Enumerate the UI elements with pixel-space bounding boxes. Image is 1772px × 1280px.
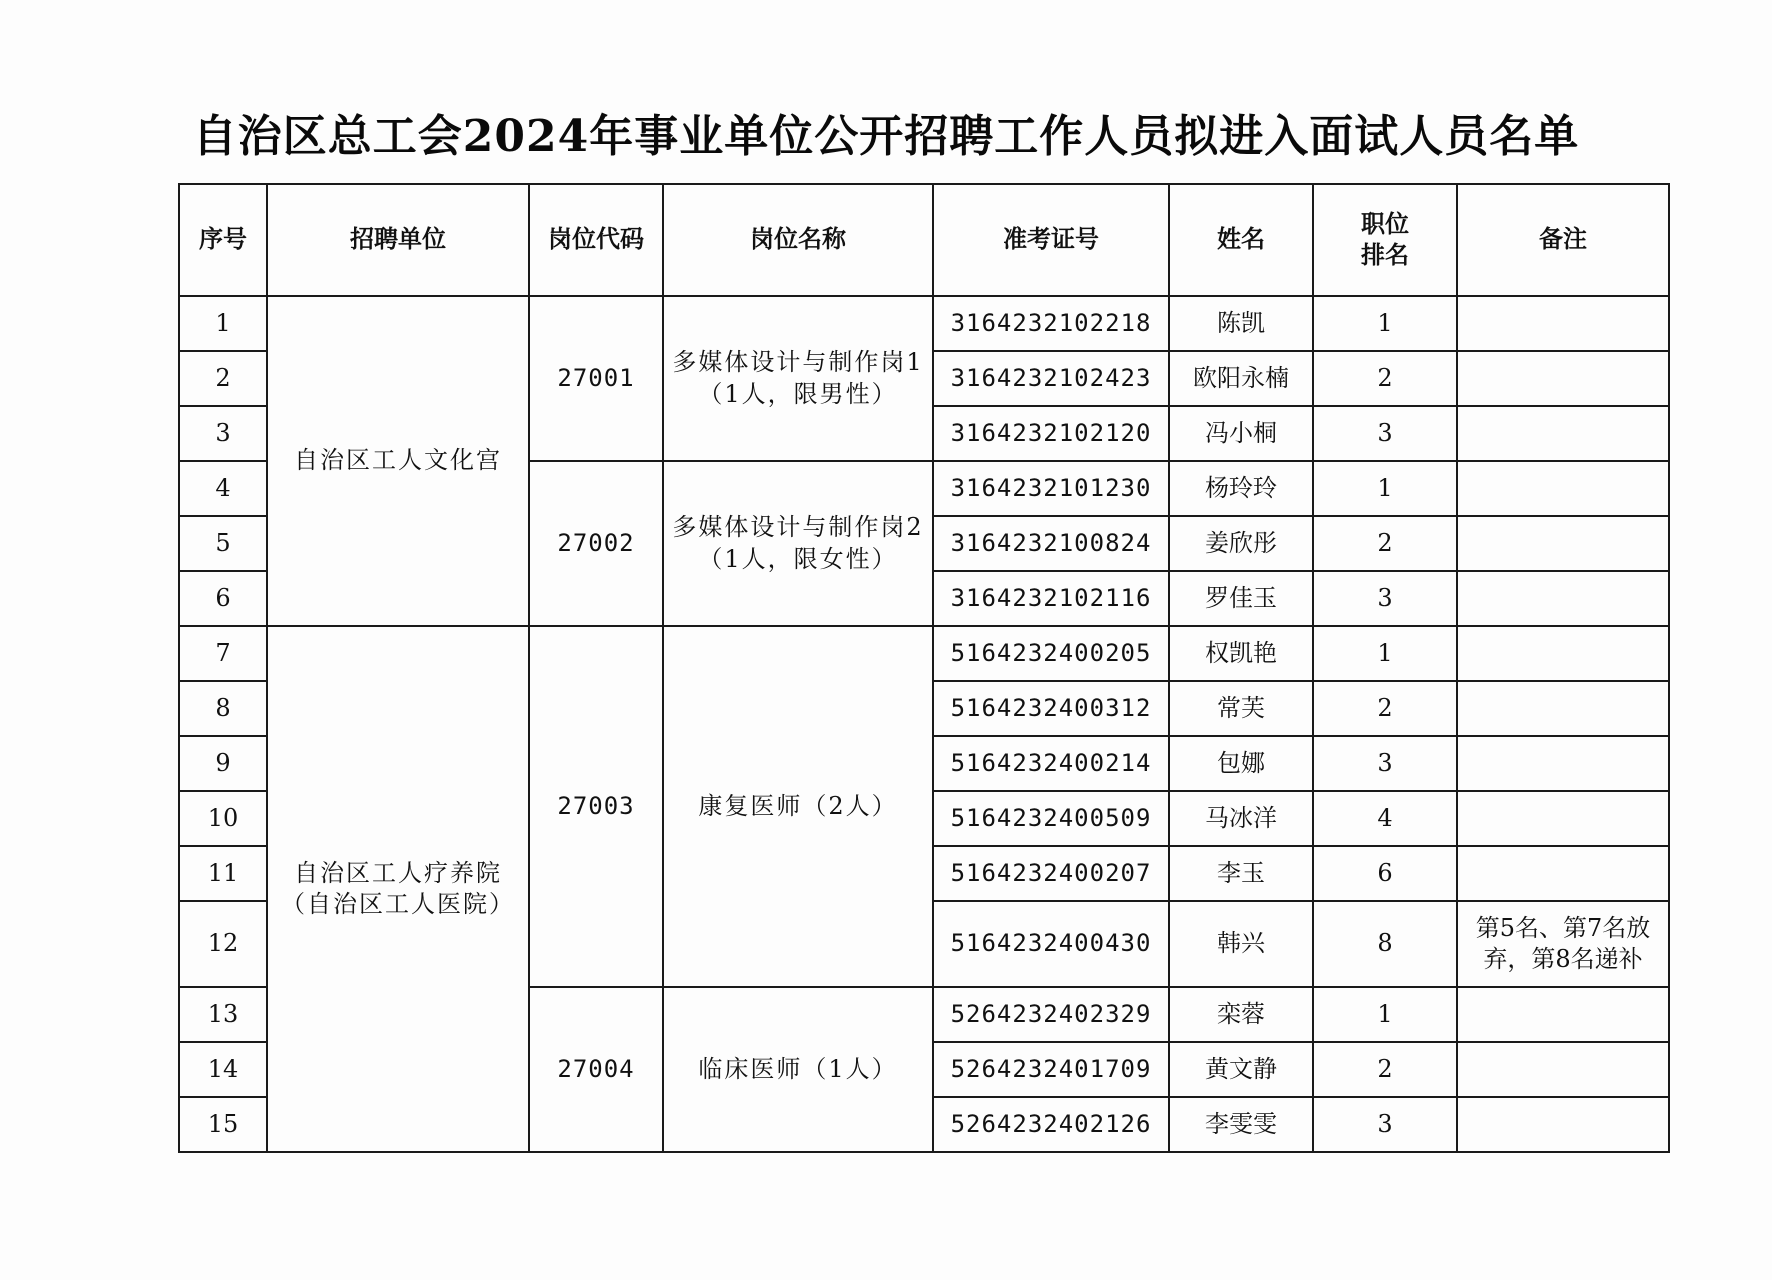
cell-rank: 2 bbox=[1313, 516, 1457, 571]
document-title: 自治区总工会2024年事业单位公开招聘工作人员拟进入面试人员名单 bbox=[192, 111, 1580, 162]
cell-exam-no: 3164232100824 bbox=[933, 516, 1169, 571]
cell-remark bbox=[1457, 516, 1669, 571]
cell-remark bbox=[1457, 571, 1669, 626]
cell-name: 马冰洋 bbox=[1169, 791, 1313, 846]
cell-post-name bbox=[663, 296, 933, 461]
cell-name: 李雯雯 bbox=[1169, 1097, 1313, 1152]
header-rank bbox=[1313, 184, 1457, 296]
cell-unit bbox=[267, 626, 529, 1152]
cell-remark bbox=[1457, 406, 1669, 461]
cell-post-name: 康复医师（2人） bbox=[663, 626, 933, 987]
cell-seq: 14 bbox=[179, 1042, 267, 1097]
cell-seq: 12 bbox=[179, 901, 267, 987]
header-exam-no: 准考证号 bbox=[933, 184, 1169, 296]
cell-exam-no: 5164232400430 bbox=[933, 901, 1169, 987]
cell-remark bbox=[1457, 1097, 1669, 1152]
cell-name: 黄文静 bbox=[1169, 1042, 1313, 1097]
cell-name: 姜欣彤 bbox=[1169, 516, 1313, 571]
cell-remark bbox=[1457, 461, 1669, 516]
cell-rank: 3 bbox=[1313, 571, 1457, 626]
cell-remark bbox=[1457, 351, 1669, 406]
cell-post-code: 27001 bbox=[529, 296, 663, 461]
cell-post-code: 27002 bbox=[529, 461, 663, 626]
cell-seq: 15 bbox=[179, 1097, 267, 1152]
cell-seq: 8 bbox=[179, 681, 267, 736]
cell-remark bbox=[1457, 1042, 1669, 1097]
header-unit: 招聘单位 bbox=[267, 184, 529, 296]
cell-exam-no: 3164232102218 bbox=[933, 296, 1169, 351]
cell-seq: 5 bbox=[179, 516, 267, 571]
cell-name: 栾蓉 bbox=[1169, 987, 1313, 1042]
cell-exam-no: 3164232102423 bbox=[933, 351, 1169, 406]
cell-seq: 11 bbox=[179, 846, 267, 901]
cell-remark bbox=[1457, 901, 1669, 987]
header-post-name: 岗位名称 bbox=[663, 184, 933, 296]
header-remark: 备注 bbox=[1457, 184, 1669, 296]
table-header-row bbox=[179, 184, 1669, 296]
header-seq: 序号 bbox=[179, 184, 267, 296]
cell-rank: 3 bbox=[1313, 736, 1457, 791]
post-name-line1: 多媒体设计与制作岗1 bbox=[672, 348, 924, 377]
cell-exam-no: 3164232102120 bbox=[933, 406, 1169, 461]
interview-candidate-table bbox=[178, 183, 1670, 1153]
header-post-code: 岗位代码 bbox=[529, 184, 663, 296]
table-row bbox=[179, 626, 1669, 681]
header-rank-line1: 职位 bbox=[1361, 209, 1409, 238]
cell-name: 李玉 bbox=[1169, 846, 1313, 901]
cell-remark bbox=[1457, 626, 1669, 681]
cell-seq: 3 bbox=[179, 406, 267, 461]
cell-name: 权凯艳 bbox=[1169, 626, 1313, 681]
cell-remark bbox=[1457, 736, 1669, 791]
cell-exam-no: 5264232401709 bbox=[933, 1042, 1169, 1097]
cell-post-code: 27003 bbox=[529, 626, 663, 987]
cell-seq: 6 bbox=[179, 571, 267, 626]
cell-seq: 4 bbox=[179, 461, 267, 516]
cell-post-name: 临床医师（1人） bbox=[663, 987, 933, 1152]
cell-exam-no: 5164232400207 bbox=[933, 846, 1169, 901]
cell-name: 杨玲玲 bbox=[1169, 461, 1313, 516]
table-row bbox=[179, 296, 1669, 351]
cell-rank: 2 bbox=[1313, 681, 1457, 736]
cell-post-code: 27004 bbox=[529, 987, 663, 1152]
post-name-line1: 多媒体设计与制作岗2 bbox=[672, 513, 924, 542]
cell-rank: 3 bbox=[1313, 1097, 1457, 1152]
unit-line1: 自治区工人疗养院 bbox=[294, 858, 502, 887]
cell-exam-no: 5264232402329 bbox=[933, 987, 1169, 1042]
cell-seq: 9 bbox=[179, 736, 267, 791]
remark-line2: 弃，第8名递补 bbox=[1483, 945, 1643, 973]
cell-rank: 2 bbox=[1313, 1042, 1457, 1097]
cell-name: 陈凯 bbox=[1169, 296, 1313, 351]
cell-remark bbox=[1457, 791, 1669, 846]
cell-rank: 1 bbox=[1313, 461, 1457, 516]
cell-remark bbox=[1457, 296, 1669, 351]
header-name: 姓名 bbox=[1169, 184, 1313, 296]
cell-seq: 7 bbox=[179, 626, 267, 681]
cell-unit: 自治区工人文化宫 bbox=[267, 296, 529, 626]
cell-exam-no: 5164232400205 bbox=[933, 626, 1169, 681]
cell-remark bbox=[1457, 681, 1669, 736]
cell-name: 包娜 bbox=[1169, 736, 1313, 791]
cell-exam-no: 5164232400509 bbox=[933, 791, 1169, 846]
unit-line2: （自治区工人医院） bbox=[281, 890, 515, 918]
post-name-line2: （1人，限男性） bbox=[698, 379, 898, 408]
cell-post-name bbox=[663, 461, 933, 626]
cell-name: 常芙 bbox=[1169, 681, 1313, 736]
cell-rank: 8 bbox=[1313, 901, 1457, 987]
cell-rank: 1 bbox=[1313, 987, 1457, 1042]
remark-line1: 第5名、第7名放 bbox=[1475, 913, 1651, 942]
cell-rank: 4 bbox=[1313, 791, 1457, 846]
cell-name: 欧阳永楠 bbox=[1169, 351, 1313, 406]
cell-seq: 13 bbox=[179, 987, 267, 1042]
cell-remark bbox=[1457, 987, 1669, 1042]
cell-rank: 6 bbox=[1313, 846, 1457, 901]
cell-exam-no: 5164232400312 bbox=[933, 681, 1169, 736]
header-rank-line2: 排名 bbox=[1361, 241, 1409, 269]
cell-exam-no: 3164232102116 bbox=[933, 571, 1169, 626]
cell-rank: 2 bbox=[1313, 351, 1457, 406]
cell-seq: 1 bbox=[179, 296, 267, 351]
cell-rank: 1 bbox=[1313, 626, 1457, 681]
cell-name: 冯小桐 bbox=[1169, 406, 1313, 461]
cell-rank: 3 bbox=[1313, 406, 1457, 461]
post-name-line2: （1人，限女性） bbox=[698, 544, 898, 573]
cell-exam-no: 3164232101230 bbox=[933, 461, 1169, 516]
cell-name: 罗佳玉 bbox=[1169, 571, 1313, 626]
cell-name: 韩兴 bbox=[1169, 901, 1313, 987]
cell-exam-no: 5164232400214 bbox=[933, 736, 1169, 791]
cell-rank: 1 bbox=[1313, 296, 1457, 351]
cell-remark bbox=[1457, 846, 1669, 901]
cell-seq: 10 bbox=[179, 791, 267, 846]
cell-exam-no: 5264232402126 bbox=[933, 1097, 1169, 1152]
cell-seq: 2 bbox=[179, 351, 267, 406]
